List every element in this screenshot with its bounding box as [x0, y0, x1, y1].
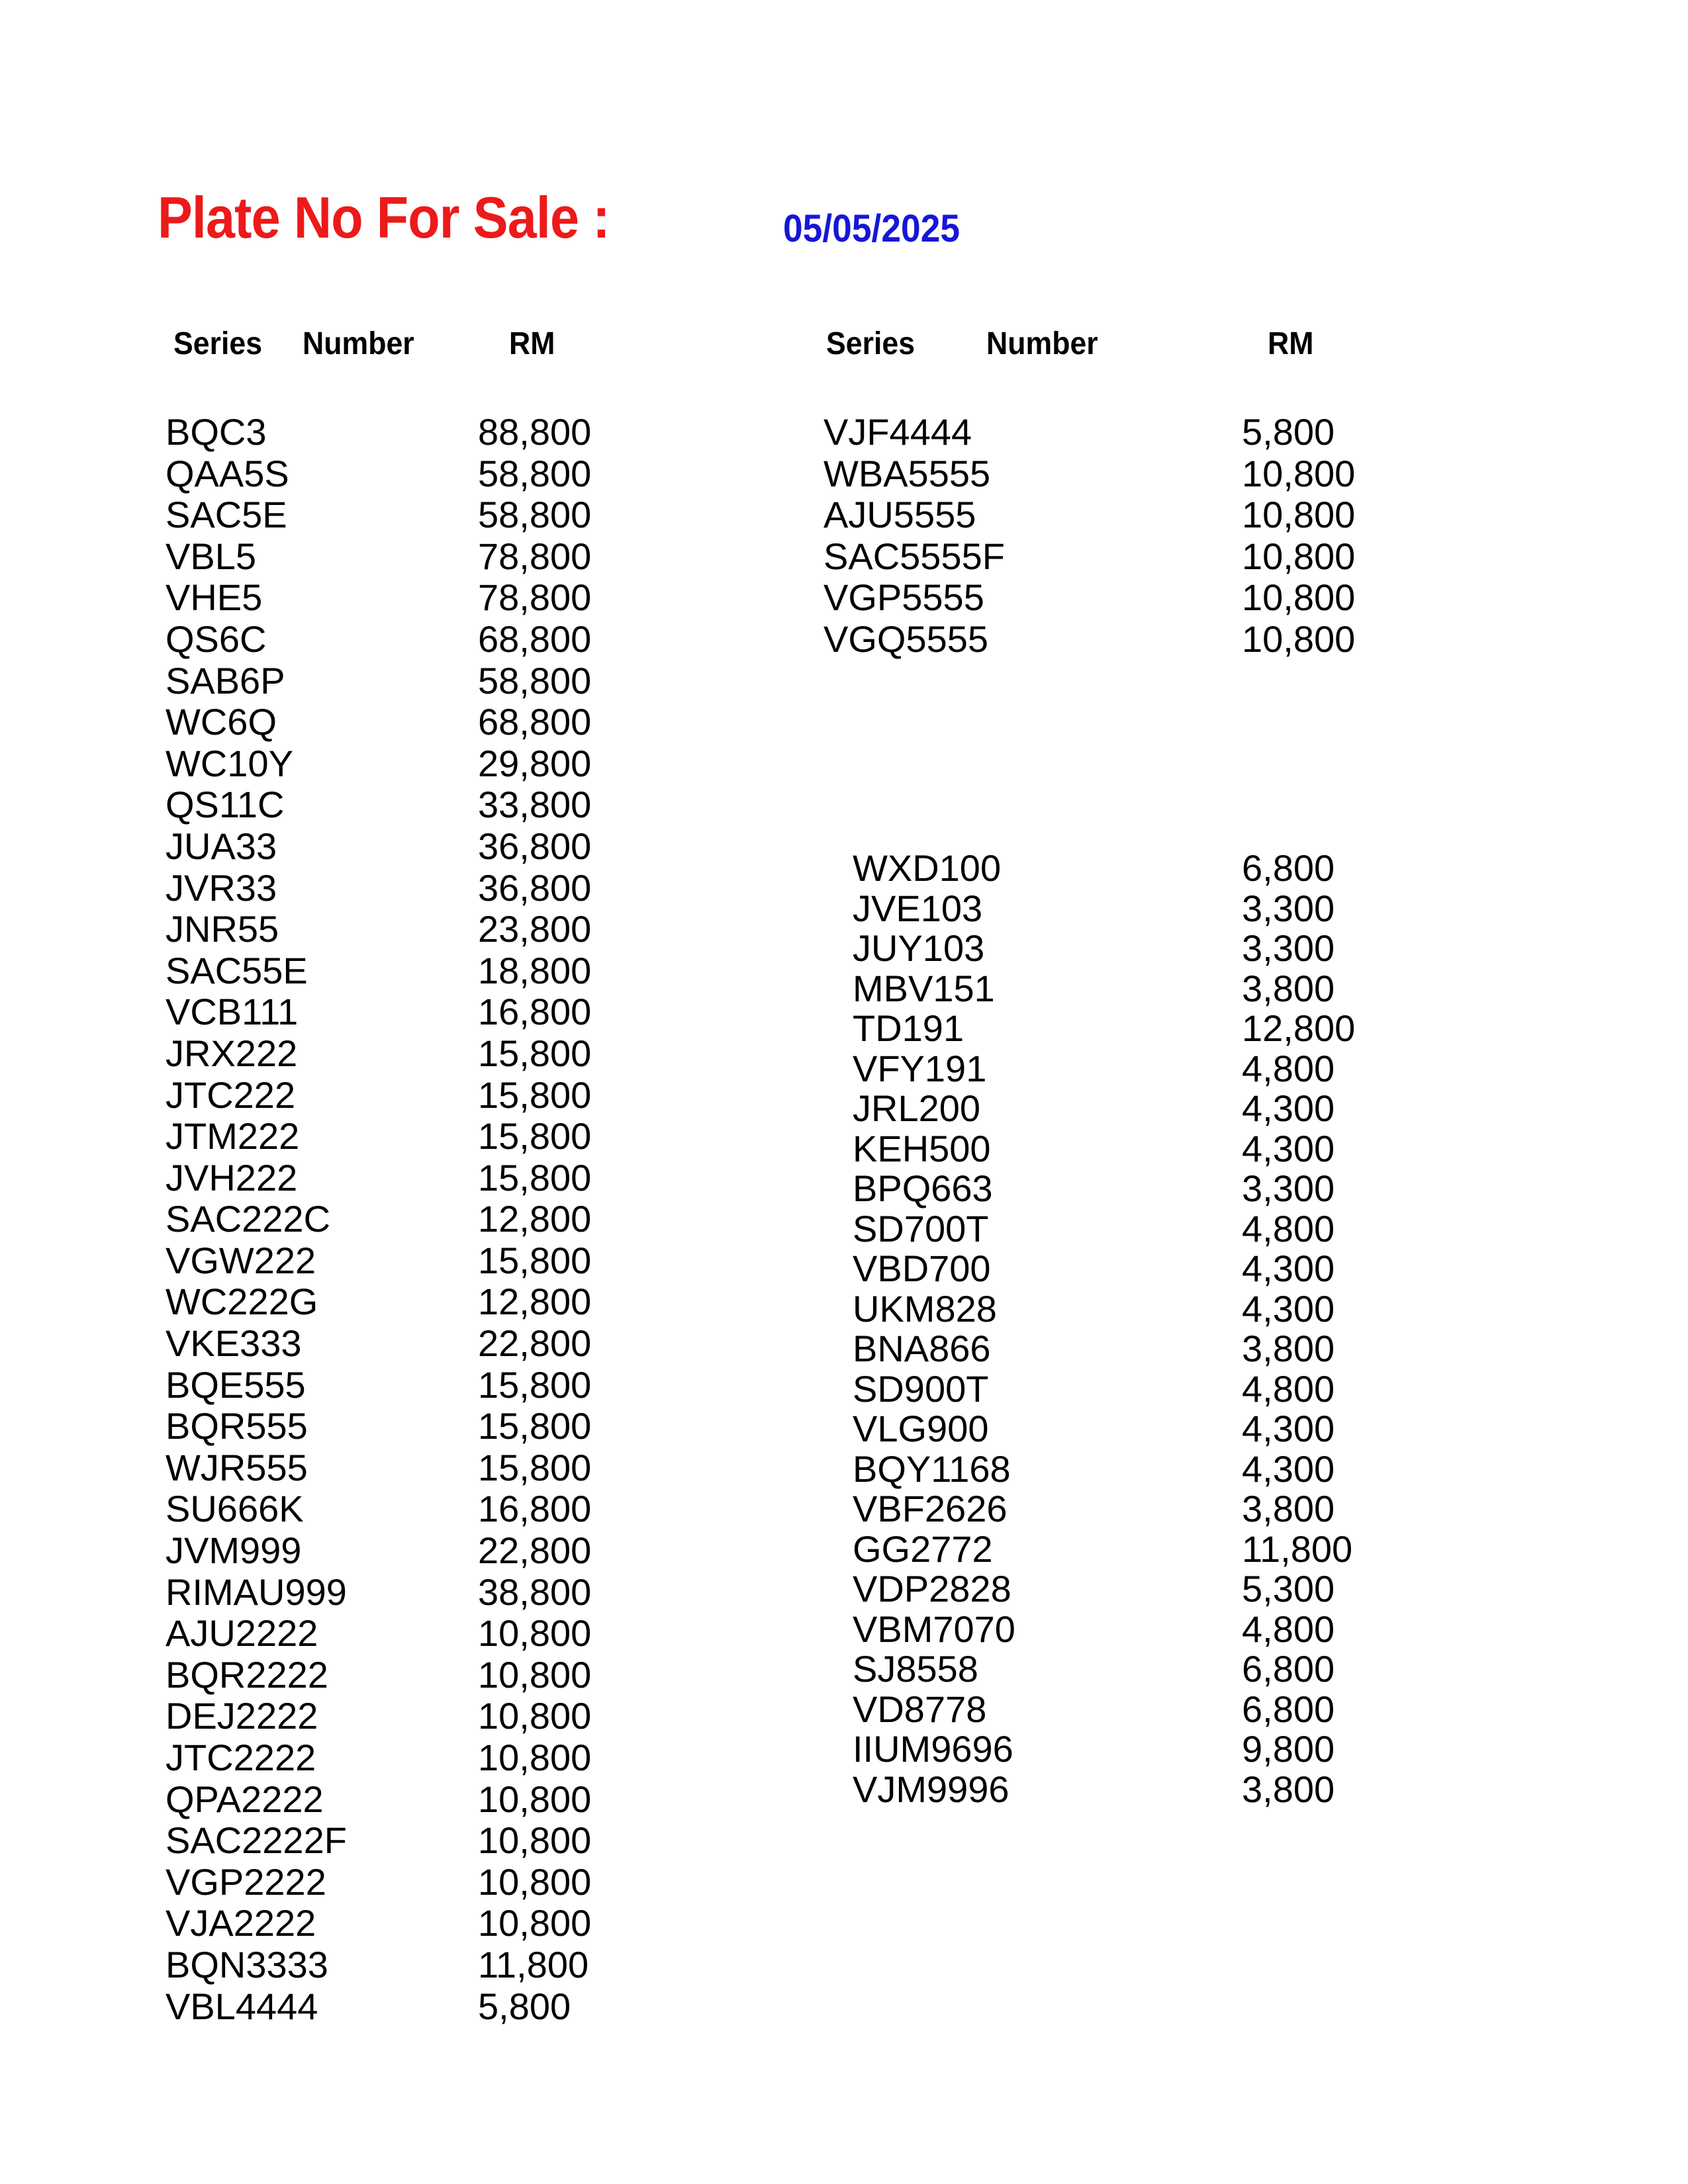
plate-series-number: VGQ5555 — [823, 617, 989, 660]
right-header-rm: RM — [1268, 326, 1314, 361]
plate-series-number: UKM828 — [853, 1287, 997, 1330]
plate-price-rm: 10,800 — [478, 1860, 592, 1903]
plate-series-number: QS6C — [165, 617, 267, 660]
plate-series-number: SAC55E — [165, 949, 308, 991]
plate-price-rm: 15,800 — [478, 1115, 592, 1158]
plate-series-number: BQC3 — [165, 411, 267, 453]
plate-series-number: QPA2222 — [165, 1778, 324, 1820]
plate-price-rm: 23,800 — [478, 908, 592, 950]
plate-series-number: WC222G — [165, 1281, 318, 1323]
plate-series-number: JUY103 — [853, 927, 985, 969]
plate-series-number: SU666K — [165, 1488, 304, 1530]
plate-price-rm: 68,800 — [478, 617, 592, 660]
plate-series-number: VBD700 — [853, 1248, 991, 1289]
plate-series-number: WXD100 — [853, 847, 1002, 889]
plate-series-number: JTC222 — [165, 1073, 296, 1116]
plate-price-rm: 22,800 — [478, 1529, 592, 1572]
plate-price-rm: 4,300 — [1242, 1408, 1335, 1449]
plate-series-number: JVR33 — [165, 866, 277, 909]
plate-price-rm: 11,800 — [1242, 1527, 1353, 1570]
plate-price-rm: 3,300 — [1242, 1167, 1335, 1209]
plate-series-number: GG2772 — [853, 1527, 993, 1570]
plate-price-rm: 9,800 — [1242, 1728, 1335, 1770]
left-header-rm: RM — [509, 326, 555, 361]
plate-price-rm: 10,800 — [478, 1737, 592, 1778]
plate-series-number: AJU2222 — [165, 1612, 318, 1655]
plate-series-number: SD900T — [853, 1367, 989, 1410]
plate-series-number: JVM999 — [165, 1529, 302, 1572]
plate-series-number: VGP5555 — [823, 576, 984, 619]
plate-series-number: SAC5E — [165, 494, 287, 536]
plate-series-number: VGP2222 — [165, 1860, 326, 1903]
plate-price-rm: 15,800 — [478, 1156, 592, 1199]
plate-series-number: VGW222 — [165, 1239, 316, 1281]
plate-price-rm: 15,800 — [478, 1446, 592, 1488]
plate-price-rm: 36,800 — [478, 866, 592, 909]
plate-price-rm: 10,800 — [478, 1695, 592, 1737]
plate-price-rm: 15,800 — [478, 1405, 592, 1447]
plate-price-rm: 5,800 — [478, 1985, 571, 2027]
plate-price-rm: 18,800 — [478, 949, 592, 991]
plate-price-rm: 12,800 — [478, 1281, 592, 1323]
plate-price-rm: 16,800 — [478, 1488, 592, 1530]
plate-series-number: QS11C — [165, 784, 285, 826]
plate-series-number: SAC222C — [165, 1198, 331, 1240]
left-header-number: Number — [303, 326, 414, 361]
plate-series-number: BQE555 — [165, 1363, 306, 1406]
plate-series-number: DEJ2222 — [165, 1695, 318, 1737]
plate-series-number: WC10Y — [165, 742, 293, 784]
plate-price-rm: 3,800 — [1242, 1328, 1335, 1369]
page-title: Plate No For Sale : — [158, 185, 610, 250]
plate-series-number: WJR555 — [165, 1446, 308, 1488]
plate-price-rm: 58,800 — [478, 452, 592, 494]
plate-price-rm: 10,800 — [1242, 494, 1356, 536]
plate-price-rm: 22,800 — [478, 1322, 592, 1365]
plate-price-rm: 12,800 — [478, 1198, 592, 1240]
plate-price-rm: 4,300 — [1242, 1127, 1335, 1169]
plate-series-number: VJF4444 — [823, 411, 972, 453]
plate-price-rm: 4,300 — [1242, 1087, 1335, 1129]
plate-series-number: SAB6P — [165, 659, 285, 702]
plate-price-rm: 3,300 — [1242, 887, 1335, 929]
plate-price-rm: 4,800 — [1242, 1207, 1335, 1250]
plate-series-number: QAA5S — [165, 452, 289, 494]
plate-price-rm: 10,800 — [478, 1612, 592, 1655]
plate-price-rm: 38,800 — [478, 1570, 592, 1613]
plate-price-rm: 15,800 — [478, 1363, 592, 1406]
plate-price-rm: 58,800 — [478, 494, 592, 536]
plate-series-number: SJ8558 — [853, 1648, 978, 1690]
plate-price-rm: 6,800 — [1242, 1648, 1335, 1690]
plate-price-rm: 15,800 — [478, 1073, 592, 1116]
plate-price-rm: 10,800 — [478, 1902, 592, 1944]
plate-series-number: VCB111 — [165, 991, 299, 1033]
plate-series-number: VJA2222 — [165, 1902, 316, 1944]
plate-series-number: JVH222 — [165, 1156, 298, 1199]
plate-series-number: VBF2626 — [853, 1488, 1008, 1529]
plate-series-number: IIUM9696 — [853, 1728, 1013, 1770]
plate-price-rm: 11,800 — [478, 1943, 589, 1985]
plate-price-rm: 10,800 — [478, 1778, 592, 1820]
plate-series-number: VDP2828 — [853, 1568, 1011, 1610]
plate-series-number: BQR2222 — [165, 1653, 328, 1696]
plate-price-rm: 4,800 — [1242, 1608, 1335, 1650]
plate-series-number: RIMAU999 — [165, 1570, 347, 1613]
plate-series-number: VKE333 — [165, 1322, 302, 1365]
plate-price-rm: 10,800 — [478, 1819, 592, 1862]
plate-price-rm: 68,800 — [478, 701, 592, 743]
plate-series-number: JTC2222 — [165, 1737, 316, 1778]
plate-series-number: VJM9996 — [853, 1768, 1009, 1810]
plate-series-number: SAC5555F — [823, 535, 1005, 577]
right-header-number: Number — [986, 326, 1098, 361]
plate-price-rm: 36,800 — [478, 825, 592, 867]
plate-series-number: VHE5 — [165, 576, 263, 619]
plate-series-number: VFY191 — [853, 1047, 987, 1089]
plate-price-rm: 15,800 — [478, 1032, 592, 1074]
plate-price-rm: 16,800 — [478, 991, 592, 1033]
date-label: 05/05/2025 — [783, 207, 961, 250]
plate-price-rm: 33,800 — [478, 784, 592, 826]
plate-price-rm: 88,800 — [478, 411, 592, 453]
plate-price-rm: 10,800 — [1242, 576, 1356, 619]
plate-price-rm: 4,800 — [1242, 1367, 1335, 1410]
plate-series-number: SAC2222F — [165, 1819, 347, 1862]
plate-series-number: JNR55 — [165, 908, 279, 950]
plate-price-rm: 3,300 — [1242, 927, 1335, 969]
plate-price-rm: 3,800 — [1242, 967, 1335, 1009]
plate-price-rm: 78,800 — [478, 535, 592, 577]
plate-price-rm: 29,800 — [478, 742, 592, 784]
plate-series-number: VBM7070 — [853, 1608, 1015, 1650]
plate-series-number: WBA5555 — [823, 452, 991, 494]
right-header-series: Series — [826, 326, 915, 361]
left-header-series: Series — [173, 326, 263, 361]
plate-series-number: BPQ663 — [853, 1167, 993, 1209]
plate-series-number: JRL200 — [853, 1087, 981, 1129]
plate-price-rm: 78,800 — [478, 576, 592, 619]
plate-price-rm: 4,300 — [1242, 1287, 1335, 1330]
plate-series-number: VD8778 — [853, 1688, 987, 1730]
plate-price-rm: 10,800 — [1242, 535, 1356, 577]
plate-price-rm: 4,300 — [1242, 1248, 1335, 1289]
plate-series-number: SD700T — [853, 1207, 989, 1250]
plate-price-rm: 10,800 — [1242, 452, 1356, 494]
plate-price-rm: 10,800 — [1242, 617, 1356, 660]
plate-price-rm: 3,800 — [1242, 1488, 1335, 1529]
plate-price-rm: 4,300 — [1242, 1447, 1335, 1490]
plate-series-number: JVE103 — [853, 887, 983, 929]
plate-series-number: JTM222 — [165, 1115, 300, 1158]
plate-price-rm: 5,800 — [1242, 411, 1335, 453]
plate-series-number: BQY1168 — [853, 1447, 1011, 1490]
plate-series-number: VBL4444 — [165, 1985, 318, 2027]
plate-price-rm: 3,800 — [1242, 1768, 1335, 1810]
plate-series-number: BQR555 — [165, 1405, 308, 1447]
plate-price-rm: 5,300 — [1242, 1568, 1335, 1610]
plate-price-rm: 58,800 — [478, 659, 592, 702]
plate-price-rm: 6,800 — [1242, 847, 1335, 889]
plate-series-number: TD191 — [853, 1007, 964, 1049]
plate-series-number: BNA866 — [853, 1328, 991, 1369]
plate-price-rm: 4,800 — [1242, 1047, 1335, 1089]
plate-series-number: VBL5 — [165, 535, 256, 577]
plate-series-number: BQN3333 — [165, 1943, 328, 1985]
plate-series-number: JUA33 — [165, 825, 277, 867]
plate-price-rm: 10,800 — [478, 1653, 592, 1696]
plate-price-rm: 6,800 — [1242, 1688, 1335, 1730]
plate-series-number: JRX222 — [165, 1032, 298, 1074]
plate-series-number: KEH500 — [853, 1127, 991, 1169]
plate-price-rm: 12,800 — [1242, 1007, 1356, 1049]
plate-series-number: VLG900 — [853, 1408, 989, 1449]
plate-series-number: MBV151 — [853, 967, 995, 1009]
plate-series-number: AJU5555 — [823, 494, 976, 536]
plate-series-number: WC6Q — [165, 701, 277, 743]
plate-price-rm: 15,800 — [478, 1239, 592, 1281]
